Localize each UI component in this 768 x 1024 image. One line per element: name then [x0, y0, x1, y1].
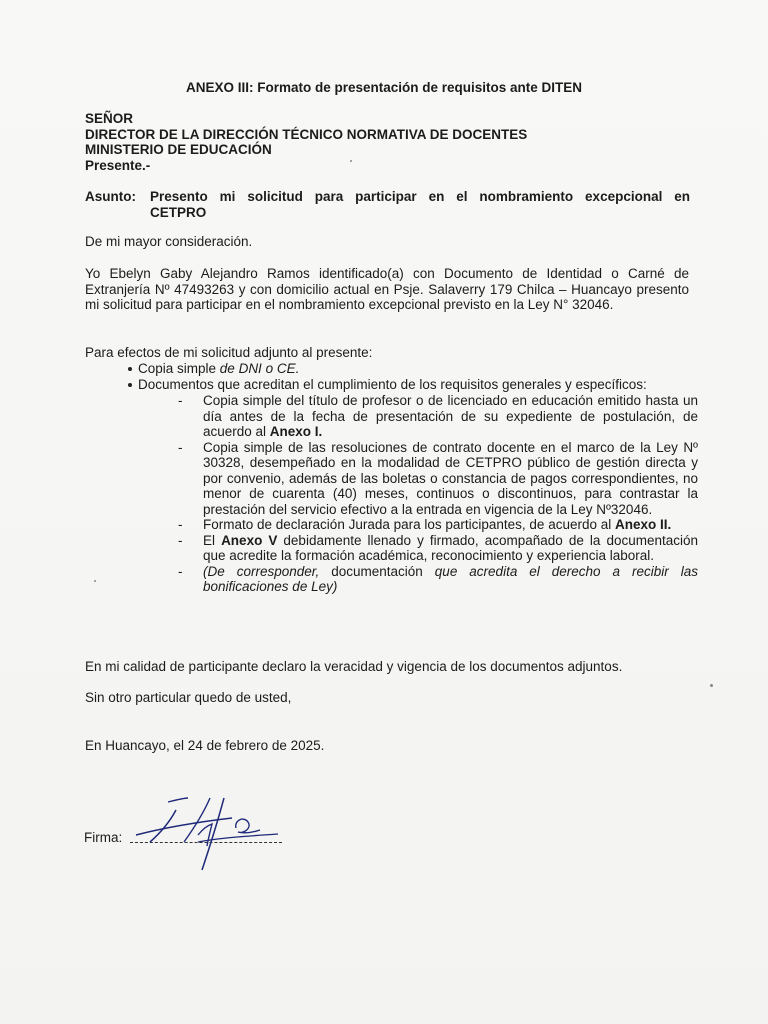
dash-marker: -: [178, 439, 183, 455]
addressee-line-3: MINISTERIO DE EDUCACIÓN: [85, 142, 272, 157]
subject-label: Asunto:: [85, 189, 136, 204]
addressee-block: [85, 111, 527, 173]
dash-marker: -: [178, 563, 183, 579]
subitem-3-text: Formato de declaración Jurada para los participantes, de acuerdo al: [203, 517, 615, 532]
list-item: [178, 564, 698, 595]
addressee-line-2: DIRECTOR DE LA DIRECCIÓN TÉCNICO NORMATIVA DE DOCENTES: [85, 126, 528, 142]
bullet-icon: [128, 367, 132, 371]
list-item: [178, 393, 698, 440]
list-item: [178, 440, 698, 518]
paper-speck: [710, 684, 713, 687]
list-item: [128, 377, 693, 393]
subitem-4-bold: Anexo V: [221, 532, 278, 548]
signature-label: Firma:: [84, 830, 123, 845]
subitem-4-text: debidamente llenado y firmado, acompañado de la documentación que acredite la formación académica, reconocimiento y experiencia laboral.: [203, 532, 699, 563]
bullet-1-italic: de DNI o CE.: [219, 361, 300, 376]
attachments-list: [128, 361, 693, 392]
place-date: En Huancayo, el 24 de febrero de 2025.: [85, 738, 325, 753]
subitem-1-text: Copia simple del título de profesor o de licenciado en educación emitido hasta un día antes de la fecha de presentación de su expediente de postulación, de acuerdo al: [203, 393, 698, 439]
attachments-intro: Para efectos de mi solicitud adjunto al presente:: [85, 345, 373, 360]
dash-marker: -: [178, 393, 183, 408]
closing-line: Sin otro particular quedo de usted,: [85, 690, 292, 705]
handwritten-signature: [128, 780, 288, 875]
declaration-paragraph: En mi calidad de participante declaro la veracidad y vigencia de los documentos adjuntos.: [85, 659, 623, 674]
subject-block: [85, 189, 690, 220]
list-item: [128, 361, 693, 377]
greeting: De mi mayor consideración.: [85, 234, 253, 249]
document-title: ANEXO III: Formato de presentación de requisitos ante DITEN: [185, 80, 583, 95]
bullet-1-text: Copia simple: [138, 361, 220, 376]
requirements-sublist: [178, 393, 698, 595]
subitem-5-italic-2: que acredita el derecho a recibir las bonificaciones de Ley): [203, 563, 699, 594]
addressee-line-1: SEÑOR: [85, 111, 134, 126]
list-item: [178, 517, 698, 533]
subitem-5-plain: documentación: [319, 563, 435, 579]
dash-marker: -: [178, 532, 183, 548]
intro-paragraph: Yo Ebelyn Gaby Alejandro Ramos identificado(a) con Documento de Identidad o Carné de Extranjería Nº 47493263 y con domicilio actual en Psje. Salaverry 179 Chilca – Huancayo presento mi solicitud para participar en el nombramiento excepcional previsto en la Ley N° 32046.: [85, 266, 689, 312]
subject-line-2: CETPRO: [150, 204, 207, 220]
subitem-4-pre: El: [203, 532, 222, 548]
paper-speck: [94, 580, 96, 582]
paper-speck: [350, 160, 352, 162]
bullet-icon: [128, 383, 132, 387]
subitem-2-text: Copia simple de las resoluciones de contrato docente en el marco de la Ley Nº 30328, desempeñado en la modalidad de CETPRO público de gestión directa y por convenio, además de las boletas o constancia de pagos correspondientes, no menor de cuarenta (40) meses, continuos o discontinuos, para contrastar la prestación del servicio efectivo a la entrada en vigencia de la Ley Nº32046.: [203, 439, 698, 517]
list-item: [178, 533, 698, 564]
dash-marker: -: [178, 517, 183, 532]
subitem-1-bold: Anexo I.: [269, 424, 323, 439]
bullet-2-text: Documentos que acreditan el cumplimiento de los requisitos generales y específicos:: [138, 376, 647, 392]
addressee-line-4: Presente.-: [85, 157, 151, 173]
subitem-3-bold: Anexo II.: [615, 517, 672, 532]
subject-line-1: Presento mi solicitud para participar en el nombramiento excepcional en: [150, 189, 690, 204]
subitem-5-italic-1: (De corresponder,: [203, 563, 320, 579]
